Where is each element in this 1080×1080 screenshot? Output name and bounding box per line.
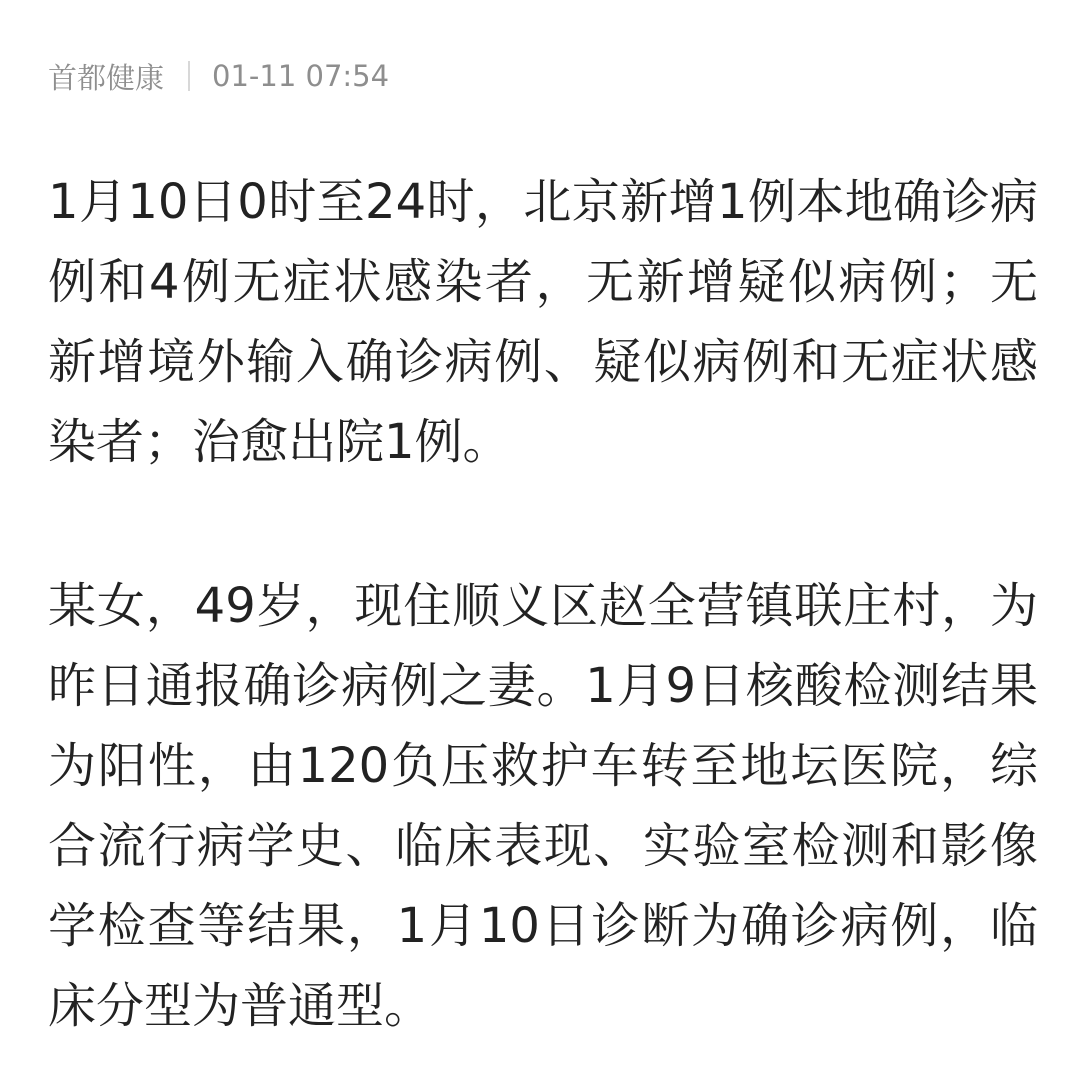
article-body	[48, 162, 1038, 1046]
source-name[interactable]: 首都健康	[48, 60, 165, 95]
paragraph-summary: 1月10日0时至24时，北京新增1例本地确诊病例和4例无症状感染者，无新增疑似病例；无新增境外输入确诊病例、疑似病例和无症状感染者；治愈出院1例。	[48, 174, 1038, 470]
article-meta	[48, 56, 389, 96]
paragraph-case-detail: 某女，49岁，现住顺义区赵全营镇联庄村，为昨日通报确诊病例之妻。1月9日核酸检测结果为阳性，由120负压救护车转至地坛医院，综合流行病学史、临床表现、实验室检测和影像学检查等结果，1月10日诊断为确诊病例，临床分型为普通型。	[48, 578, 1038, 1034]
publish-time: 01-11 07:54	[212, 59, 390, 93]
meta-divider	[188, 61, 190, 91]
